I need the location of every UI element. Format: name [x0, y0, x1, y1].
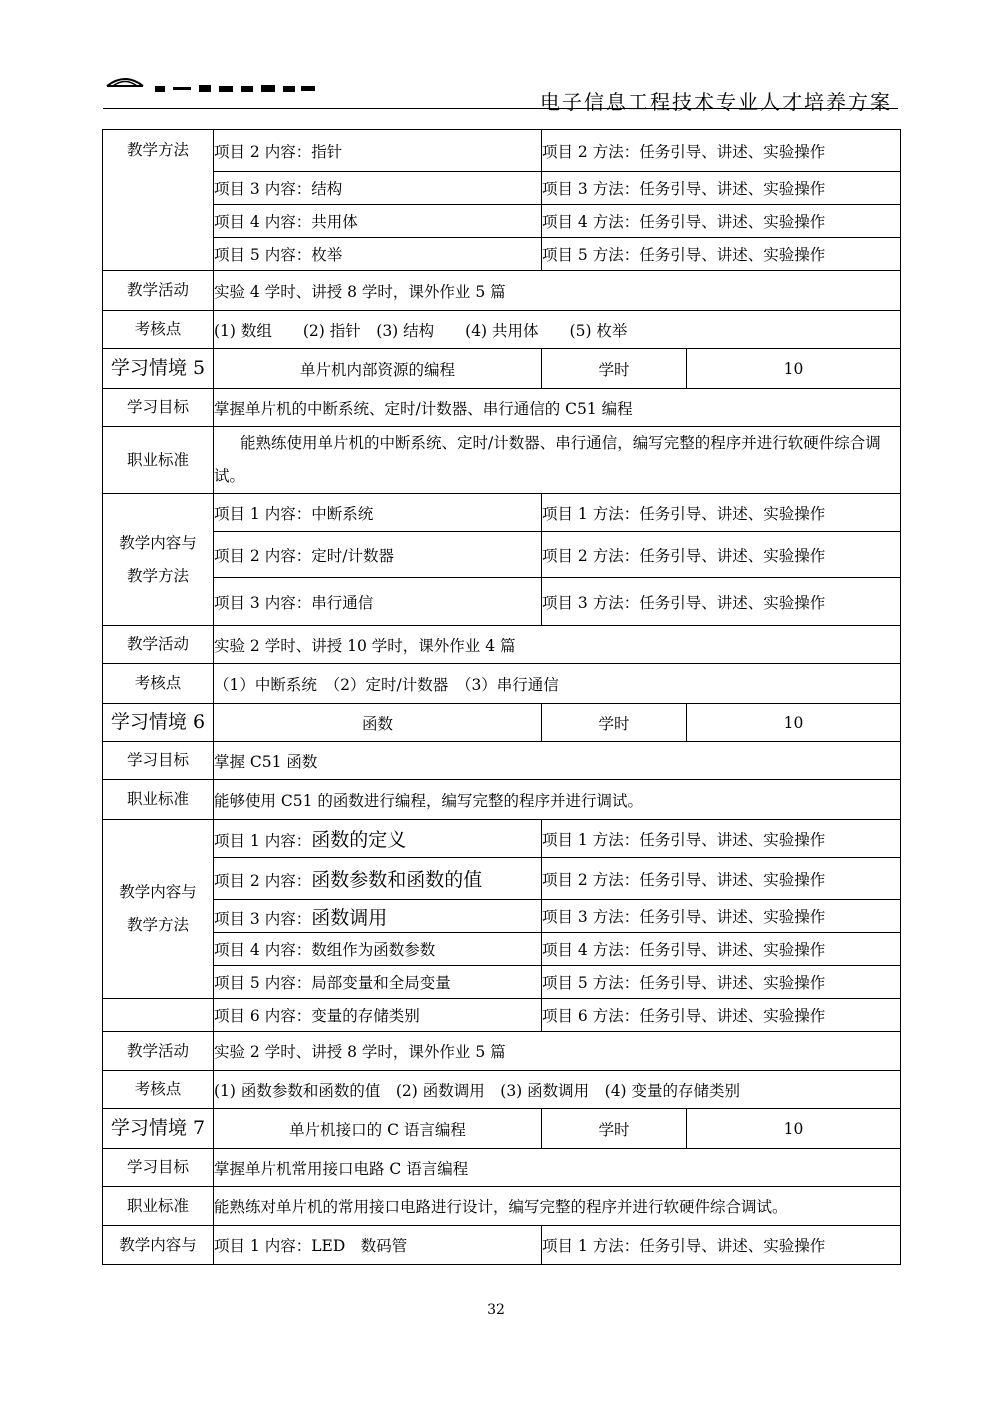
content-cell: 项目 2 内容：定时/计数器: [214, 532, 542, 578]
label-line-1: 教学内容与: [119, 883, 197, 901]
table-row: [103, 130, 901, 172]
content-cell: 项目 1 内容：中断系统: [214, 494, 542, 532]
content-cell: (1) 数组 (2) 指针 (3) 结构 (4) 共用体 (5) 枚举: [214, 311, 901, 349]
content-cell: 能够使用 C51 的函数进行编程，编写完整的程序并进行调试。: [214, 780, 901, 820]
row-label: 职业标准: [103, 780, 214, 820]
content-cell: 项目 3 内容：结构: [214, 172, 542, 205]
content-cell: [214, 858, 542, 900]
method-cell: 项目 2 方法：任务引导、讲述、实验操作: [542, 532, 901, 578]
table-row: [103, 1032, 901, 1071]
table-row: [103, 1226, 901, 1265]
method-cell: 项目 2 方法：任务引导、讲述、实验操作: [542, 858, 901, 900]
item-prefix: 项目 3 内容：: [214, 909, 312, 928]
method-cell: 项目 1 方法：任务引导、讲述、实验操作: [542, 1226, 901, 1265]
table-row: [103, 578, 901, 626]
hours-label: 学时: [542, 349, 687, 389]
table-row: [103, 1071, 901, 1109]
section-row: [103, 1109, 901, 1149]
row-label: 职业标准: [103, 427, 214, 494]
content-cell: 实验 2 学时、讲授 8 学时，课外作业 5 篇: [214, 1032, 901, 1071]
document-title: 电子信息工程技术专业人才培养方案: [540, 90, 892, 114]
method-cell: 项目 3 方法：任务引导、讲述、实验操作: [542, 172, 901, 205]
method-cell: 项目 5 方法：任务引导、讲述、实验操作: [542, 966, 901, 999]
content-cell: 项目 5 内容：局部变量和全局变量: [214, 966, 542, 999]
content-cell: 项目 5 内容：枚举: [214, 238, 542, 271]
table-row: [103, 271, 901, 311]
table-row: [103, 858, 901, 900]
table-row: [103, 742, 901, 780]
row-label: 学习目标: [103, 1149, 214, 1187]
hours-label: 学时: [542, 704, 687, 742]
table-row: [103, 389, 901, 427]
method-cell: 项目 4 方法：任务引导、讲述、实验操作: [542, 933, 901, 966]
table-row: [103, 1149, 901, 1187]
content-cell: 掌握单片机常用接口电路 C 语言编程: [214, 1149, 901, 1187]
content-cell: [214, 820, 542, 858]
table-row: [103, 780, 901, 820]
content-cell: 能熟练对单片机的常用接口电路进行设计，编写完整的程序并进行软硬件综合调试。: [214, 1187, 901, 1226]
table-row: [103, 900, 901, 933]
item-topic: 函数参数和函数的值: [311, 869, 483, 891]
table-row: [103, 626, 901, 664]
content-cell: 项目 6 内容：变量的存储类别: [214, 999, 542, 1032]
content-cell: 项目 4 内容：数组作为函数参数: [214, 933, 542, 966]
label-line-2: 教学方法: [126, 566, 189, 585]
school-logo: [103, 72, 333, 94]
table-row: [103, 311, 901, 349]
content-cell: 项目 3 内容：串行通信: [214, 578, 542, 626]
method-cell: 项目 2 方法：任务引导、讲述、实验操作: [542, 130, 901, 172]
section-label: 学习情境 7: [103, 1109, 214, 1149]
content-cell: 项目 2 内容：指针: [214, 130, 542, 172]
content-cell: 实验 2 学时、讲授 10 学时，课外作业 4 篇: [214, 626, 901, 664]
table-row: [103, 966, 901, 999]
content-cell: 项目 4 内容：共用体: [214, 205, 542, 238]
page-number: 32: [487, 1302, 505, 1318]
row-label: 职业标准: [103, 1187, 214, 1226]
hours-value: 10: [687, 349, 901, 389]
row-label: [103, 820, 214, 999]
row-label: 教学活动: [103, 271, 214, 311]
table-row: [103, 238, 901, 271]
content-cell: 掌握单片机的中断系统、定时/计数器、串行通信的 C51 编程: [214, 389, 901, 427]
row-label: 教学内容与: [103, 1226, 214, 1265]
row-label: 学习目标: [103, 742, 214, 780]
content-cell: 掌握 C51 函数: [214, 742, 901, 780]
hours-value: 10: [687, 1109, 901, 1149]
label-line-1: 教学内容与: [119, 533, 197, 552]
table-row: [103, 532, 901, 578]
table-row: [103, 172, 901, 205]
row-label: 学习目标: [103, 389, 214, 427]
row-label: 考核点: [103, 311, 214, 349]
row-label: 教学活动: [103, 1032, 214, 1071]
section-name: 单片机接口的 C 语言编程: [214, 1109, 542, 1149]
method-cell: 项目 4 方法：任务引导、讲述、实验操作: [542, 205, 901, 238]
section-row: [103, 704, 901, 742]
table-row: [103, 664, 901, 704]
method-cell: 项目 3 方法：任务引导、讲述、实验操作: [542, 900, 901, 933]
section-name: 单片机内部资源的编程: [214, 349, 542, 389]
empty-cell: [103, 999, 214, 1032]
row-label: 考核点: [103, 664, 214, 704]
item-prefix: 项目 1 内容：: [214, 832, 312, 850]
item-prefix: 项目 2 内容：: [214, 872, 312, 890]
section-label: 学习情境 5: [103, 349, 214, 389]
method-cell: 项目 1 方法：任务引导、讲述、实验操作: [542, 494, 901, 532]
section-label: 学习情境 6: [103, 704, 214, 742]
row-label: [103, 494, 214, 626]
table-row: [103, 494, 901, 532]
table-row: [103, 1187, 901, 1226]
label-line-2: 教学方法: [126, 916, 189, 934]
content-cell: 能熟练使用单片机的中断系统、定时/计数器、串行通信，编写完整的程序并进行软硬件综合调试。: [214, 427, 901, 494]
method-cell: 项目 1 方法：任务引导、讲述、实验操作: [542, 820, 901, 858]
table-row: [103, 427, 901, 494]
table-row: [103, 820, 901, 858]
content-cell: 项目 1 内容：LED 数码管: [214, 1226, 542, 1265]
content-cell: (1) 函数参数和函数的值 (2) 函数调用 (3) 函数调用 (4) 变量的存储类别: [214, 1071, 901, 1109]
content-cell: （1）中断系统 （2）定时/计数器 （3）串行通信: [214, 664, 901, 704]
table-row: [103, 205, 901, 238]
hours-value: 10: [687, 704, 901, 742]
content-cell: [214, 900, 542, 933]
header-rule: [103, 108, 898, 109]
table-row: [103, 933, 901, 966]
row-label: 教学方法: [103, 130, 214, 271]
page-header: [103, 68, 898, 114]
content-cell: 实验 4 学时、讲授 8 学时，课外作业 5 篇: [214, 271, 901, 311]
section-row: [103, 349, 901, 389]
item-topic: 函数的定义: [311, 829, 407, 851]
method-cell: 项目 3 方法：任务引导、讲述、实验操作: [542, 578, 901, 626]
item-topic: 函数调用: [311, 906, 388, 929]
table-row: [103, 999, 901, 1032]
section-name: 函数: [214, 704, 542, 742]
curriculum-table: [102, 129, 901, 1265]
row-label: 考核点: [103, 1071, 214, 1109]
method-cell: 项目 5 方法：任务引导、讲述、实验操作: [542, 238, 901, 271]
method-cell: 项目 6 方法：任务引导、讲述、实验操作: [542, 999, 901, 1032]
row-label: 教学活动: [103, 626, 214, 664]
hours-label: 学时: [542, 1109, 687, 1149]
